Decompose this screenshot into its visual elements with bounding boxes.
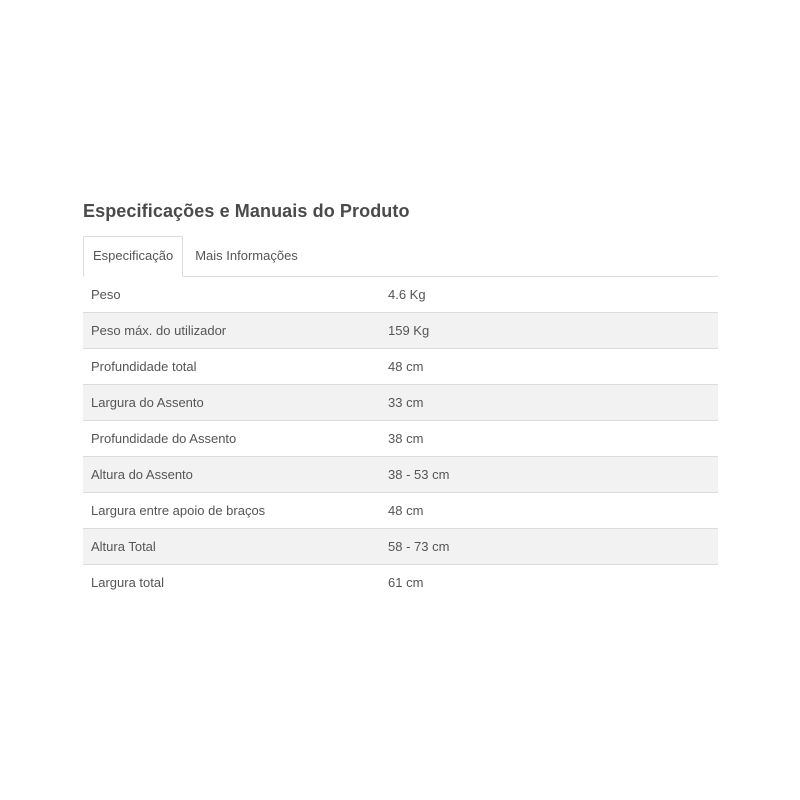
spec-label: Largura total: [91, 575, 164, 590]
spec-label: Profundidade total: [83, 349, 380, 385]
tab-especificacao[interactable]: Especificação: [83, 236, 183, 277]
tab-mais-informacoes[interactable]: Mais Informações: [195, 248, 298, 263]
spec-value: 33 cm: [380, 385, 718, 421]
tab-bar: [83, 236, 718, 277]
spec-label: Altura Total: [83, 529, 380, 565]
spec-label: Profundidade do Assento: [83, 421, 380, 457]
spec-value: 58 - 73 cm: [380, 529, 718, 565]
spec-label: Peso: [83, 277, 380, 313]
spec-label: Largura entre apoio de braços: [83, 493, 380, 529]
section-title: Especificações e Manuais do Produto: [83, 201, 410, 221]
table-row: [83, 493, 718, 529]
table-row: [83, 421, 718, 457]
spec-value: 159 Kg: [380, 313, 718, 349]
table-row: [83, 529, 718, 565]
spec-value: 48 cm: [380, 349, 718, 385]
spec-table: [83, 277, 718, 600]
spec-value: 4.6 Kg: [380, 277, 718, 313]
spec-label: Altura do Assento: [83, 457, 380, 493]
table-row: [83, 313, 718, 349]
spec-value: 38 cm: [380, 421, 718, 457]
spec-value: 48 cm: [380, 493, 718, 529]
table-row: [83, 565, 718, 601]
table-row: [83, 277, 718, 313]
table-row: [83, 385, 718, 421]
table-row: [83, 457, 718, 493]
spec-label: Peso máx. do utilizador: [83, 313, 380, 349]
spec-label: Largura do Assento: [83, 385, 380, 421]
product-specs-section: [83, 198, 718, 600]
spec-value: 61 cm: [388, 575, 424, 590]
table-row: [83, 349, 718, 385]
spec-value: 38 - 53 cm: [380, 457, 718, 493]
